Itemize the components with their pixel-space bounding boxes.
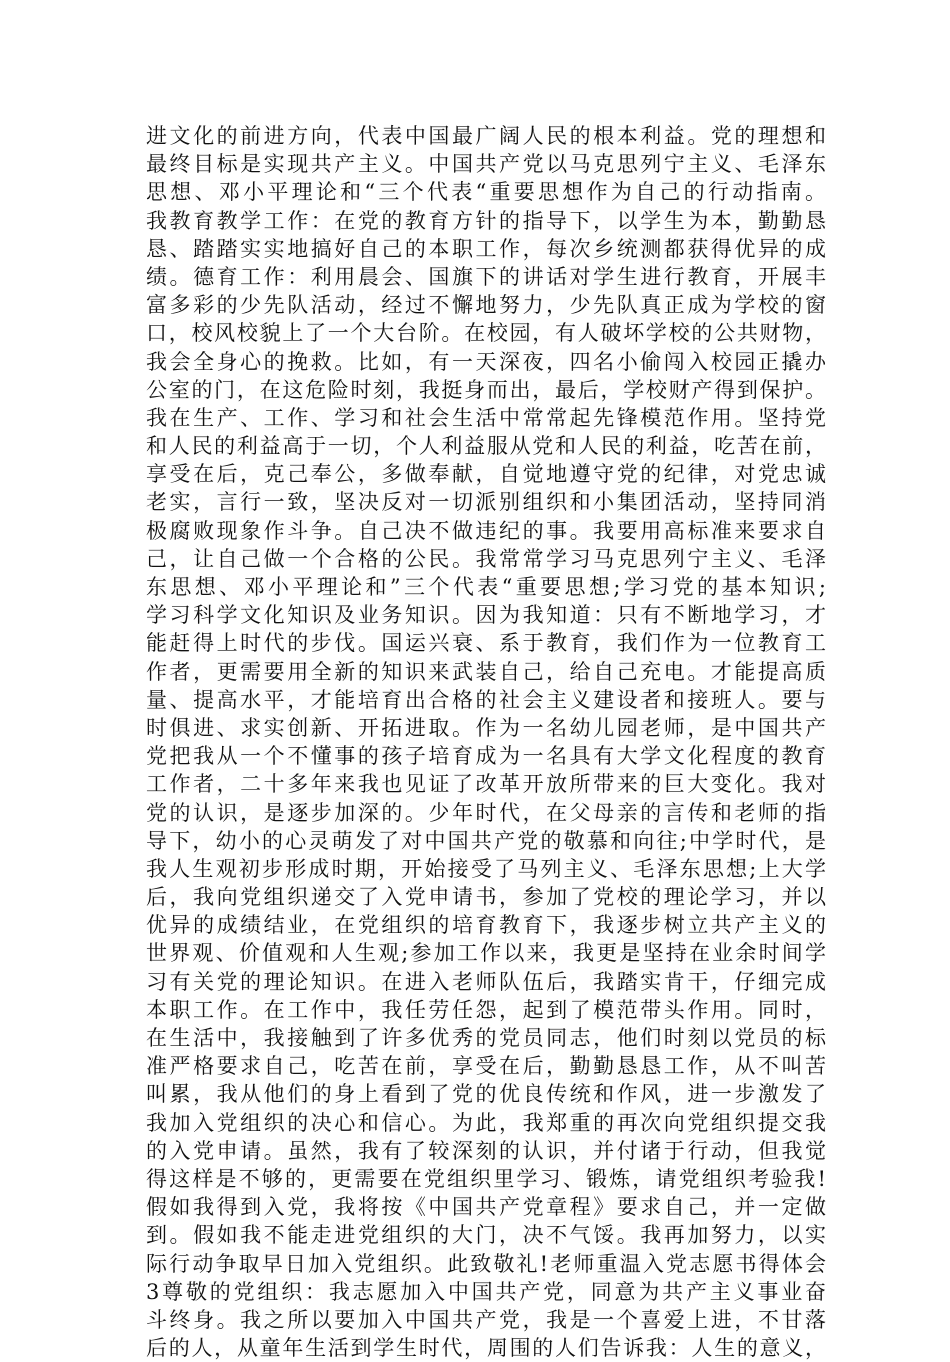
text-line: 际行动争取早日加入党组织。此致敬礼!老师重温入党志愿书得体会 xyxy=(146,1251,826,1276)
text-line: 我会全身心的挽救。比如，有一天深夜，四名小偷闯入校园正撬办 xyxy=(146,349,826,374)
text-line: 量、提高水平，才能培育出合格的社会主义建设者和接班人。要与 xyxy=(146,687,826,712)
text-line: 老实，言行一致，坚决反对一切派别组织和小集团活动，坚持同消 xyxy=(146,490,826,515)
text-line: 作者，更需要用全新的知识来武装自己，给自己充电。才能提高质 xyxy=(146,659,826,684)
text-line: 本职工作。在工作中，我任劳任怨，起到了模范带头作用。同时， xyxy=(146,997,826,1022)
text-line: 叫累，我从他们的身上看到了党的优良传统和作风，进一步激发了 xyxy=(146,1082,826,1107)
text-line: 最终目标是实现共产主义。中国共产党以马克思列宁主义、毛泽东 xyxy=(146,152,826,177)
text-line: 党把我从一个不懂事的孩子培育成为一名具有大学文化程度的教育 xyxy=(146,744,826,769)
text-line: 东思想、邓小平理论和”三个代表“重要思想;学习党的基本知识; xyxy=(146,575,826,599)
text-line: 准严格要求自己，吃苦在前，享受在后，勤勤恳恳工作，从不叫苦 xyxy=(146,1054,826,1079)
text-line: 导下，幼小的心灵萌发了对中国共产党的敬慕和向往;中学时代，是 xyxy=(146,828,826,853)
text-line: 3尊敬的党组织：我志愿加入中国共产党，同意为共产主义事业奋 xyxy=(146,1279,826,1304)
text-line: 在生活中，我接触到了许多优秀的党员同志，他们时刻以党员的标 xyxy=(146,1026,826,1050)
text-line: 思想、邓小平理论和“三个代表“重要思想作为自己的行动指南。 xyxy=(146,180,826,205)
text-line: 公室的门，在这危险时刻，我挺身而出，最后，学校财产得到保护。 xyxy=(146,377,826,402)
text-line: 口，校风校貌上了一个大台阶。在校园，有人破坏学校的公共财物， xyxy=(146,321,826,346)
text-line: 我加入党组织的决心和信心。为此，我郑重的再次向党组织提交我 xyxy=(146,1110,826,1135)
text-line: 和人民的利益高于一切，个人利益服从党和人民的利益，吃苦在前， xyxy=(146,434,826,459)
text-line: 富多彩的少先队活动，经过不懈地努力，少先队真正成为学校的窗 xyxy=(146,293,826,318)
text-line: 习有关党的理论知识。在进入老师队伍后，我踏实肯干，仔细完成 xyxy=(146,969,826,994)
text-line: 到。假如我不能走进党组织的大门，决不气馁。我再加努力，以实 xyxy=(146,1223,826,1248)
text-line: 学习科学文化知识及业务知识。因为我知道：只有不断地学习，才 xyxy=(146,603,826,628)
text-line: 我人生观初步形成时期，开始接受了马列主义、毛泽东思想;上大学 xyxy=(146,856,826,881)
text-line: 绩。德育工作：利用晨会、国旗下的讲话对学生进行教育，开展丰 xyxy=(146,264,826,289)
text-line: 得这样是不够的，更需要在党组织里学习、锻炼，请党组织考验我! xyxy=(146,1166,826,1191)
text-line: 我教育教学工作：在党的教育方针的指导下，以学生为本，勤勤恳 xyxy=(146,208,826,233)
text-line: 世界观、价值观和人生观;参加工作以来，我更是坚持在业余时间学 xyxy=(146,941,826,966)
text-line: 己，让自己做一个合格的公民。我常常学习马克思列宁主义、毛泽 xyxy=(146,546,826,571)
text-line: 时俱进、求实创新、开拓进取。作为一名幼儿园老师，是中国共产 xyxy=(146,715,826,740)
text-line: 享受在后，克己奉公，多做奉献，自觉地遵守党的纪律，对党忠诚 xyxy=(146,462,826,487)
text-line: 后的人，从童年生活到学生时代，周围的人们告诉我：人生的意义， xyxy=(146,1336,826,1361)
text-line: 党的认识，是逐步加深的。少年时代，在父母亲的言传和老师的指 xyxy=(146,800,826,825)
text-line: 我在生产、工作、学习和社会生活中常常起先锋模范作用。坚持党 xyxy=(146,405,826,430)
text-line: 进文化的前进方向，代表中国最广阔人民的根本利益。党的理想和 xyxy=(146,124,826,148)
text-line: 极腐败现象作斗争。自己决不做违纪的事。我要用高标准来要求自 xyxy=(146,518,826,543)
document-body xyxy=(146,122,826,1362)
text-line: 斗终身。我之所以要加入中国共产党，我是一个喜爱上进，不甘落 xyxy=(146,1307,826,1332)
text-line: 恳、踏踏实实地搞好自己的本职工作，每次乡统测都获得优异的成 xyxy=(146,236,826,261)
text-line: 工作者，二十多年来我也见证了改革开放所带来的巨大变化。我对 xyxy=(146,772,826,797)
text-line: 后，我向党组织递交了入党申请书，参加了党校的理论学习，并以 xyxy=(146,885,826,910)
text-line: 的入党申请。虽然，我有了较深刻的认识，并付诸于行动，但我觉 xyxy=(146,1138,826,1163)
text-line: 能赶得上时代的步伐。国运兴衰、系于教育，我们作为一位教育工 xyxy=(146,631,826,656)
text-line: 假如我得到入党，我将按《中国共产党章程》要求自己，并一定做 xyxy=(146,1195,826,1220)
text-line: 优异的成绩结业，在党组织的培育教育下，我逐步树立共产主义的 xyxy=(146,913,826,938)
